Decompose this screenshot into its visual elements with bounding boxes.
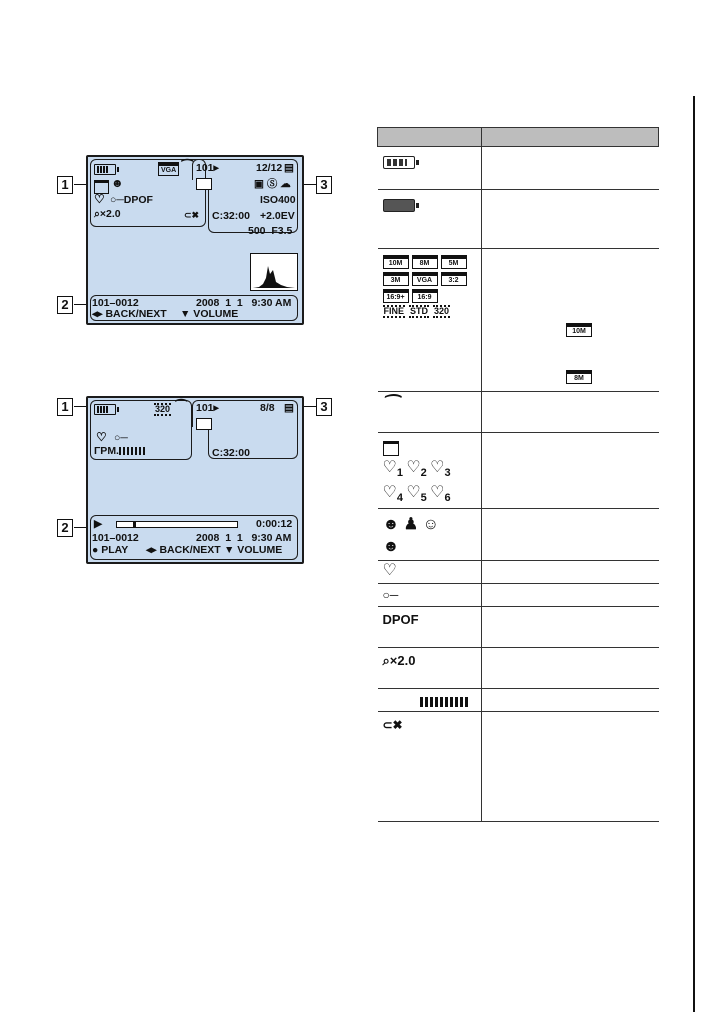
heart-icon: ♡ (94, 192, 105, 206)
table-row (378, 392, 659, 433)
battery-full-icon (383, 156, 415, 169)
table-cell-description (482, 648, 659, 689)
image-size-3-2-icon: 3:2 (441, 272, 467, 286)
table-cell-description (482, 584, 659, 607)
table-cell-description (482, 561, 659, 584)
table-header-cell (378, 128, 482, 147)
connect-icon: ⊂✖ (184, 210, 200, 220)
dpof-icon: DPOF (382, 612, 419, 628)
recording-capacity: C:32:00 (212, 210, 250, 222)
callout-1: 1 (57, 398, 73, 416)
image-size-5m-icon: 5M (441, 255, 467, 269)
table-cell-description (482, 712, 659, 822)
volume-level-icon (119, 447, 145, 455)
table-cell-description (482, 392, 659, 433)
callout-2: 2 (57, 519, 73, 537)
protect-dpof-icons: ○─DPOF (110, 194, 153, 206)
signature-icon: ⁀ (176, 399, 187, 414)
date-time: 2008 1 1 9:30 AM (196, 532, 292, 544)
indicator-table (377, 127, 659, 822)
back-next-guide: ◂▸ BACK/NEXT (92, 308, 167, 320)
image-size-vga-icon: VGA (412, 272, 438, 286)
still-playback-screen (86, 155, 304, 325)
table-cell-icon (378, 584, 482, 607)
table-row (378, 607, 659, 648)
table-cell-icon (378, 607, 482, 648)
volume-meter (94, 445, 145, 457)
memory-icon: ▤ (284, 162, 294, 174)
image-size-3m-icon: 3M (383, 272, 409, 286)
volume-meter-icon (420, 697, 468, 707)
image-size-16-9-plus-icon: 16:9+ (383, 289, 409, 303)
image-size-10m-icon: 10M (566, 323, 592, 337)
volume-guide: ▼ VOLUME (180, 308, 239, 320)
folder-icon: 101▸ (196, 402, 219, 414)
battery-empty-icon (383, 199, 415, 212)
image-size-8m-icon: 8M (566, 370, 592, 384)
histogram-graph (251, 254, 297, 290)
table-row (378, 190, 659, 249)
movie-playback-screen (86, 396, 304, 564)
movie-std-icon: STD (410, 306, 429, 316)
table-row (378, 584, 659, 607)
table-cell-icon (378, 509, 482, 561)
heart-icon: ♡ (382, 562, 397, 580)
image-size-8m-icon: 8M (412, 255, 438, 269)
calendar-icon (383, 441, 399, 456)
recording-capacity: C:32:00 (212, 447, 250, 459)
favorite-4-icon: $♡_4$ (382, 484, 403, 505)
zoom-icon: ⌕×2.0 (94, 208, 121, 220)
movie-fine-icon: FINE (383, 306, 405, 316)
table-cell-icon (378, 433, 482, 509)
table-cell-icon (378, 147, 482, 190)
shutter-aperture: 500 F3.5 (248, 225, 293, 237)
face-search-child-icon: ♟ (403, 516, 419, 534)
image-size-16-9-icon: 16:9 (412, 289, 438, 303)
table-cell-description (482, 689, 659, 712)
callout-3: 3 (316, 398, 332, 416)
signature-icon: ⁀ (382, 395, 397, 415)
page-edge-rule (693, 96, 695, 1012)
play-guide: ● PLAY (92, 544, 129, 556)
image-counter: 12/12 (256, 162, 283, 174)
table-header-row (378, 128, 659, 147)
table-cell-description (482, 190, 659, 249)
volume-meter-label: ΓPM. (94, 445, 119, 457)
playback-folder-icon (196, 178, 212, 190)
protect-icon: ○─ (114, 432, 128, 444)
playback-folder-icon (196, 418, 212, 430)
file-number: 101–0012 (92, 532, 139, 544)
table-cell-description (482, 433, 659, 509)
metering-flash-icons: ▣ Ⓢ ☁ (254, 178, 291, 190)
callout-3: 3 (316, 176, 332, 194)
back-next-guide: ◂▸ BACK/NEXT (146, 544, 221, 556)
heart-icon: ♡ (96, 430, 107, 444)
table-cell-icon (378, 249, 482, 392)
table-row (378, 689, 659, 712)
exposure-value: +2.0EV (260, 210, 295, 222)
progress-marker (133, 522, 136, 527)
callout-2: 2 (57, 296, 73, 314)
iso-value: ISO400 (260, 194, 296, 206)
play-status-icon: ▶ (94, 518, 103, 530)
signature-icon: ⁀ (182, 159, 193, 174)
favorite-3-icon: $♡_3$ (430, 459, 451, 480)
playback-time: 0:00:12 (256, 518, 293, 530)
connect-icon: ⊂✖ (382, 718, 403, 733)
file-number: 101–0012 (92, 297, 139, 309)
table-cell-icon (378, 392, 482, 433)
image-size-10m-icon: 10M (383, 255, 409, 269)
movie-320-icon: 320 (434, 306, 450, 316)
favorite-5-icon: $♡_5$ (406, 484, 427, 505)
table-cell-description (482, 249, 659, 392)
table-row (378, 561, 659, 584)
table-cell-description (482, 509, 659, 561)
battery-full-icon (94, 404, 116, 415)
callout-1: 1 (57, 176, 73, 194)
folder-icon: 101▸ (196, 162, 219, 174)
table-cell-icon (378, 712, 482, 822)
favorite-6-icon: $♡_6$ (430, 484, 451, 505)
table-row (378, 712, 659, 822)
movie-size-icon: 320 (155, 404, 171, 414)
face-search-baby-icon: ☺ (422, 516, 439, 534)
favorite-2-icon: $♡_2$ (406, 459, 427, 480)
face-search-adult-icon: ☻ (382, 516, 400, 534)
table-cell-icon (378, 190, 482, 249)
zoom-icon: ⌕×2.0 (382, 653, 416, 669)
table-row (378, 509, 659, 561)
histogram (250, 253, 298, 291)
favorite-1-icon: $♡_1$ (382, 459, 403, 480)
table-row (378, 433, 659, 509)
playback-progress-bar (116, 521, 238, 528)
table-row (378, 147, 659, 190)
table-cell-icon (378, 689, 482, 712)
table-cell-icon (378, 648, 482, 689)
battery-full-icon (94, 164, 116, 175)
table-cell-description (482, 607, 659, 648)
face-search-smile-icon: ☻ (382, 538, 400, 556)
image-counter: 8/8 (260, 402, 275, 414)
table-header-cell (482, 128, 659, 147)
face-search-icon: ☻ (111, 176, 124, 190)
table-cell-description (482, 147, 659, 190)
volume-guide: ▼ VOLUME (224, 544, 283, 556)
table-cell-icon (378, 561, 482, 584)
memory-icon: ▤ (284, 402, 294, 414)
table-row (378, 648, 659, 689)
image-size-icon: VGA (158, 162, 179, 176)
date-time: 2008 1 1 9:30 AM (196, 297, 292, 309)
table-row (378, 249, 659, 392)
protect-icon: ○─ (382, 588, 399, 603)
